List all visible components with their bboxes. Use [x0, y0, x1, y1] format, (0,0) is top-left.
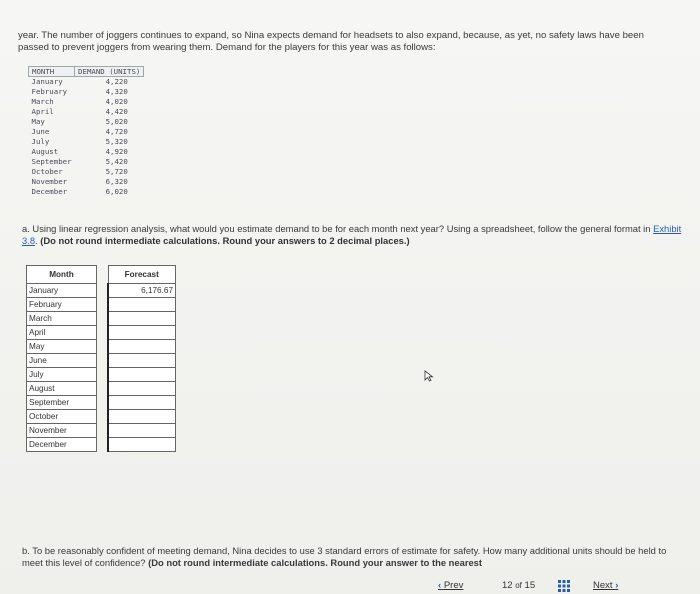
demand-row [29, 107, 144, 117]
demand-row [29, 177, 144, 187]
forecast-month: June [27, 354, 97, 368]
forecast-row [27, 312, 176, 326]
forecast-month: November [27, 424, 97, 438]
demand-month: June [31, 127, 50, 136]
demand-month: May [31, 117, 45, 126]
next-label: Next [593, 580, 613, 591]
next-button[interactable] [593, 580, 618, 591]
demand-month: January [31, 77, 63, 86]
demand-month: July [31, 137, 50, 146]
chevron-left-icon: ‹ [438, 580, 442, 591]
demand-value: 4,220 [105, 77, 128, 86]
forecast-input[interactable] [108, 326, 176, 340]
demand-value: 5,720 [105, 167, 128, 176]
forecast-input[interactable] [108, 424, 176, 438]
demand-row [29, 87, 144, 97]
exhibit-link[interactable]: Exhibit 3.8 [22, 223, 682, 246]
forecast-month: February [27, 298, 97, 312]
forecast-month: August [27, 382, 97, 396]
forecast-input[interactable] [108, 368, 176, 382]
demand-value: 5,420 [105, 157, 128, 166]
forecast-row [27, 284, 176, 298]
page-current: 12 [502, 580, 513, 591]
demand-month: August [31, 147, 59, 156]
demand-month: November [31, 177, 68, 186]
demand-value: 6,020 [105, 187, 128, 196]
pagination-bar [438, 578, 638, 594]
demand-month: April [31, 107, 54, 116]
question-a-text: a. Using linear regression analysis, what would you estimate demand to be for each month next year? Using a spreadsheet, follow the general format in [22, 223, 654, 234]
demand-row [29, 97, 144, 107]
demand-month: October [31, 167, 63, 176]
forecast-month: January [27, 284, 97, 298]
forecast-table [26, 265, 176, 452]
forecast-row [27, 424, 176, 438]
demand-month: March [31, 97, 54, 106]
question-a: a. Using linear regression analysis, what would you estimate demand to be for each month next year? Using a spreadsheet, follow the general format in Exhibit 3.8. (Do not round intermediate calculations. Round your answers to 2 decimal places.) [22, 223, 682, 246]
demand-value: 4,420 [105, 107, 128, 116]
forecast-row [27, 396, 176, 410]
page-total: 15 [524, 580, 536, 591]
forecast-row [27, 410, 176, 424]
forecast-month: December [27, 438, 97, 452]
demand-row [29, 117, 144, 127]
forecast-row [27, 326, 176, 340]
forecast-row [27, 438, 176, 452]
prev-button[interactable] [438, 580, 463, 591]
demand-value: 4,920 [105, 147, 128, 156]
demand-value: 6,320 [105, 177, 128, 186]
demand-value: 4,020 [105, 97, 128, 106]
forecast-input[interactable] [108, 340, 176, 354]
forecast-input[interactable] [108, 382, 176, 396]
intro-text: year. The number of joggers continues to expand, so Nina expects demand for headsets to also expand, because, as yet, no safety laws have been passed to prevent joggers from wearing them. Demand for the players for this year was as follows: [18, 30, 644, 53]
mouse-cursor-icon [424, 370, 434, 382]
chevron-right-icon: › [615, 580, 619, 591]
question-a-instructions: (Do not round intermediate calculations. Round your answers to 2 decimal places.) [40, 234, 410, 246]
demand-row [29, 147, 144, 157]
prev-label: Prev [443, 580, 464, 591]
forecast-header-month: Month [27, 266, 97, 284]
demand-value: 5,020 [105, 117, 128, 126]
question-b [22, 545, 682, 568]
demand-value: 4,320 [105, 87, 128, 96]
forecast-input[interactable] [108, 354, 176, 368]
forecast-header-forecast: Forecast [108, 266, 176, 284]
page-of: of [515, 581, 522, 590]
demand-row [29, 167, 144, 177]
forecast-input[interactable] [108, 396, 176, 410]
demand-value: 5,320 [105, 137, 128, 146]
page-indicator [502, 580, 535, 591]
forecast-input[interactable]: 6,176.67 [108, 284, 176, 298]
demand-table-header-month: MONTH [29, 67, 75, 77]
demand-month: February [31, 87, 68, 96]
forecast-month: October [27, 410, 97, 424]
demand-row [29, 157, 144, 167]
forecast-row [27, 382, 176, 396]
demand-row [29, 187, 144, 197]
question-b-instructions: (Do not round intermediate calculations. Round your answer to the nearest [148, 556, 483, 568]
forecast-input[interactable] [108, 438, 176, 452]
forecast-month: September [27, 396, 97, 410]
forecast-input[interactable] [108, 410, 176, 424]
demand-month: September [31, 157, 72, 166]
demand-month: December [31, 187, 68, 196]
question-b-text: b. To be reasonably confident of meeting demand, Nina decides to use 3 standard errors of estimate for safety. How many additional units should be held to meet this level of confidence? [22, 545, 667, 568]
grid-icon[interactable] [558, 580, 570, 592]
forecast-input[interactable] [108, 312, 176, 326]
forecast-month: March [27, 312, 97, 326]
forecast-month: April [27, 326, 97, 340]
demand-table-header-demand: DEMAND (UNITS) [75, 67, 144, 77]
demand-table [28, 66, 144, 197]
forecast-row [27, 340, 176, 354]
demand-value: 4,720 [105, 127, 128, 136]
demand-row [29, 137, 144, 147]
forecast-row [27, 368, 176, 382]
forecast-month: May [27, 340, 97, 354]
forecast-input[interactable] [108, 298, 176, 312]
forecast-month: July [27, 368, 97, 382]
forecast-row [27, 354, 176, 368]
forecast-row [27, 298, 176, 312]
demand-row [29, 77, 144, 88]
demand-row [29, 127, 144, 137]
